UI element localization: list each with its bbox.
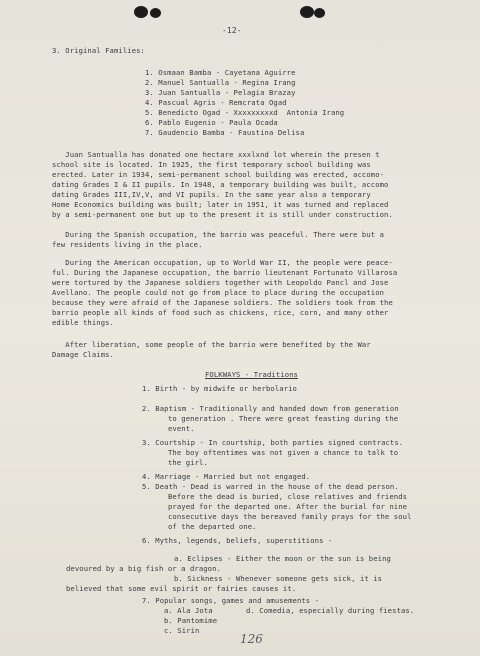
popular-item: c. Sirin (164, 626, 200, 635)
paragraph-line: school site is located. In 1925, the first temporary school building was (52, 160, 371, 169)
page-number: -12- (222, 26, 242, 35)
handwritten-page-number: 126 (240, 632, 263, 646)
paragraph-line: dating Grades I & II pupils. In 1948, a temporary building was built, accomo (52, 180, 389, 189)
family-item: 3. Juan Santualla - Pelagia Brazay (145, 88, 296, 97)
paragraph-line: Damage Claims. (52, 350, 114, 359)
popular-item: b. Pantomime (164, 616, 218, 625)
paragraph-line: After liberation, some people of the barrio were benefited by the War (52, 340, 371, 349)
family-item: 1. Osmaan Bamba - Cayetana Aguirre (145, 68, 296, 77)
folkway-item-cont: to generation . There were great feasting during the (168, 414, 399, 423)
paragraph-line: Avellano. The people could not go from place to place during the occupation (52, 288, 385, 297)
family-item: 2. Manuel Santualla - Regina Irang (145, 78, 296, 87)
folkways-title: FOLKWAYS - Traditions (205, 370, 298, 379)
myth-item: devoured by a big fish or a dragon. (66, 564, 221, 573)
paragraph-line: by a semi-permanent one but up to the present it is still under construction. (52, 210, 393, 219)
paragraph-line: dating Grades III,IV,V, and VI pupils. In the same year also a temporary (52, 190, 371, 199)
family-item: 7. Gaudencio Bamba - Faustina Delisa (145, 128, 305, 137)
punch-hole (314, 8, 325, 18)
folkway-item: 3. Courtship - In courtship, both parties signed contracts. (142, 438, 404, 447)
section-title: 3. Original Families: (52, 46, 145, 55)
myth-item: a. Eclipses - Either the moon or the sun is being (174, 554, 391, 563)
folkway-item-cont: prayed for the departed one. After the burial for nine (168, 502, 408, 511)
popular-item: d. Comedia, especially during fiestas. (246, 606, 415, 615)
family-item: 6. Pablo Eugenio - Paula Ocada (145, 118, 278, 127)
paragraph-line: edible things. (52, 318, 114, 327)
folkway-item-cont: the girl. (168, 458, 208, 467)
folkway-item: 2. Baptism - Traditionally and handed down from generation (142, 404, 399, 413)
folkway-item-cont: event. (168, 424, 195, 433)
paragraph-line: barrio people all kinds of food such as chickens, rice, corn, and many other (52, 308, 389, 317)
folkway-item-cont: The boy oftentimes was not given a chance to talk to (168, 448, 399, 457)
folkway-item: 7. Popular songs, games and amusements - (142, 596, 320, 605)
myth-item: believed that some evil spirit or fairies causes it. (66, 584, 297, 593)
punch-hole (134, 6, 148, 18)
folkway-item: 5. Death - Dead is warred in the house of the dead person. (142, 482, 399, 491)
paragraph-line: because they were afraid of the Japanese soldiers. The soldiers took from the (52, 298, 393, 307)
folkway-item: 6. Myths, legends, beliefs, superstitions - (142, 536, 333, 545)
folkway-item-cont: consecutive days the bereaved family prays for the soul (168, 512, 412, 521)
paragraph-line: During the American occupation, up to World War II, the people were peace- (52, 258, 393, 267)
paragraph-line: ful. During the Japanese occupation, the barrio lieutenant Fortunato Villarosa (52, 268, 398, 277)
popular-item: a. Ala Jota (164, 606, 213, 615)
punch-hole (150, 8, 161, 18)
paragraph-line: Home Economics building was built; later in 1951, it was turned and replaced (52, 200, 389, 209)
punch-hole (300, 6, 314, 18)
paragraph-line: Juan Santualla has donated one hectare xxxlxnd lot wherein the presen t (52, 150, 380, 159)
folkway-item: 4. Marriage - Married but not engaged. (142, 472, 311, 481)
paragraph-line: erected. Later in 1934, semi-permanent school building was erected, accomo- (52, 170, 385, 179)
folkway-item: 1. Birth - by midwife or herbolario (142, 384, 297, 393)
folkway-item-cont: of the departed one. (168, 522, 257, 531)
family-item: 5. Benedicto Ogad - Xxxxxxxxxd Antonia Irang (145, 108, 345, 117)
family-item: 4. Pascual Agris - Remcrata Ogad (145, 98, 287, 107)
folkway-item-cont: Before the dead is buried, close relatives and friends (168, 492, 408, 501)
paragraph-line: were tortured by the Japanese soldiers together with Leopoldo Pancl and Jose (52, 278, 389, 287)
paragraph-line: During the Spanish occupation, the barrio was peaceful. There were but a (52, 230, 385, 239)
paragraph-line: few residents living in the place. (52, 240, 203, 249)
myth-item: b. Sickness - Whenever someone gets sick, it is (174, 574, 383, 583)
